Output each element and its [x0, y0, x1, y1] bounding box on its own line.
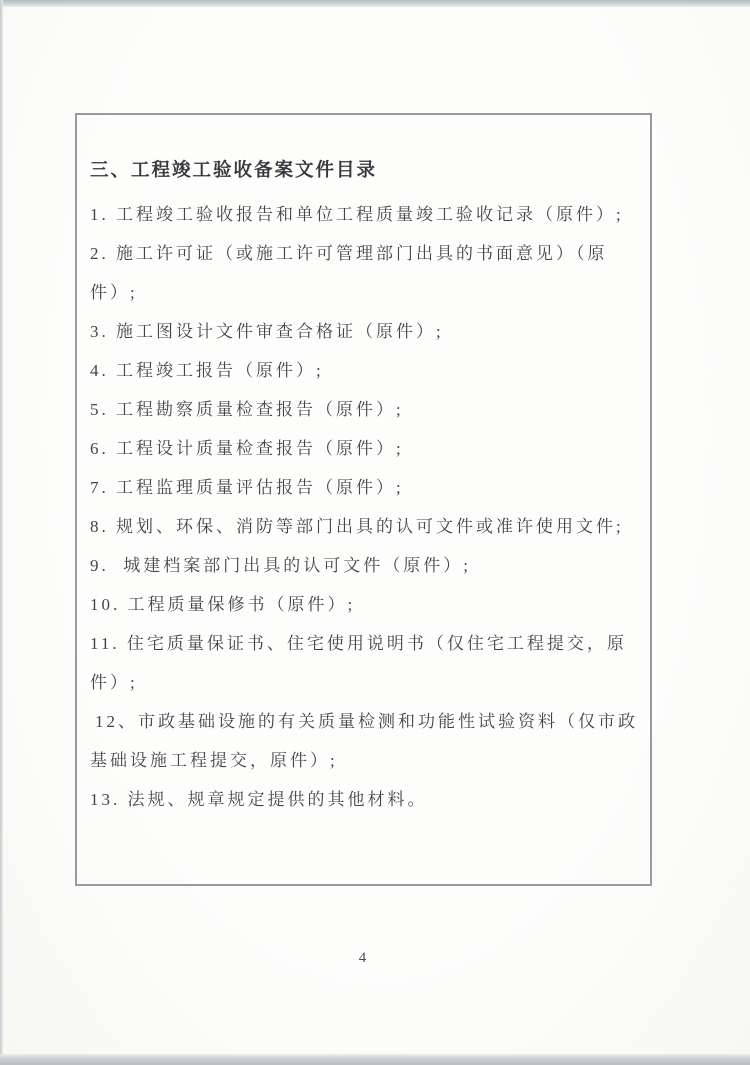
list-item: 6. 工程设计质量检查报告（原件）; [90, 439, 404, 458]
scan-edge-bottom [0, 1054, 750, 1065]
list-item: 11. 住宅质量保证书、住宅使用说明书（仅住宅工程提交，原件）; [90, 634, 627, 692]
list-item: 13. 法规、规章规定提供的其他材料。 [90, 790, 428, 809]
document-border-box [75, 113, 652, 886]
list-item: 10. 工程质量保修书（原件）; [90, 595, 356, 614]
list-item: 9. 城建档案部门出具的认可文件（原件）; [90, 556, 471, 575]
list-item: 5. 工程勘察质量检查报告（原件）; [90, 400, 404, 419]
section-title: 三、工程竣工验收备案文件目录 [90, 159, 378, 180]
list-item: 4. 工程竣工报告（原件）; [90, 361, 324, 380]
scan-edge-top [0, 0, 750, 7]
list-item: 8. 规划、环保、消防等部门出具的认可文件或准许使用文件; [90, 517, 624, 536]
list-item: 1. 工程竣工验收报告和单位工程质量竣工验收记录（原件）; [90, 205, 624, 224]
list-item: 2. 施工许可证（或施工许可管理部门出具的书面意见）（原件）; [90, 244, 608, 302]
list-item: 7. 工程监理质量评估报告（原件）; [90, 478, 404, 497]
list-item: 3. 施工图设计文件审查合格证（原件）; [90, 322, 444, 341]
document-list [90, 195, 650, 819]
page-number: 4 [358, 950, 368, 966]
list-item: 12、市政基础设施的有关质量检测和功能性试验资料（仅市政基础设施工程提交，原件）; [90, 712, 638, 770]
